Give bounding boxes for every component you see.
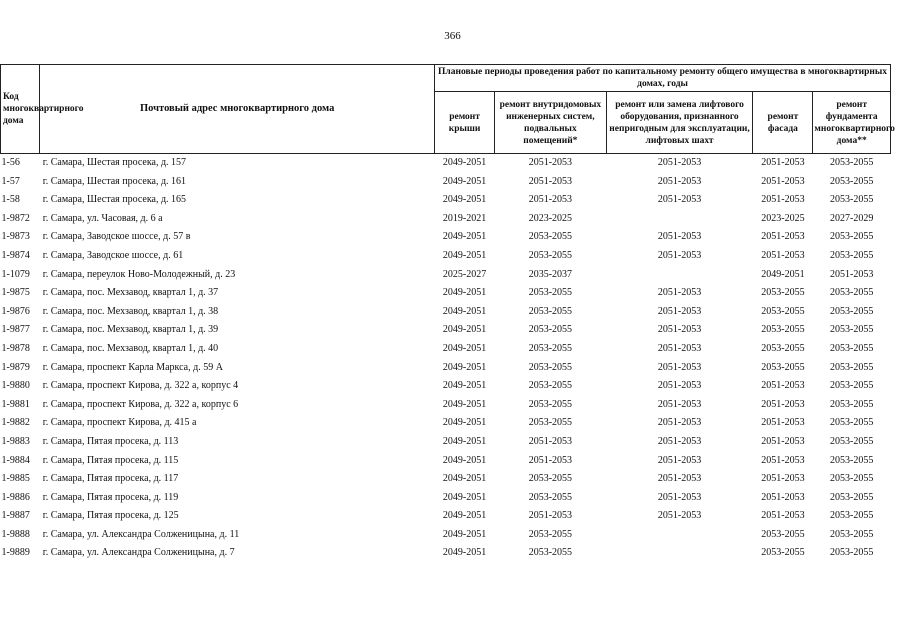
row-systems: 2053-2055 xyxy=(528,231,573,243)
row-systems: 2051-2053 xyxy=(495,154,607,173)
row-facade: 2051-2053 xyxy=(761,231,805,243)
row-address: г. Самара, пос. Мехзавод, квартал 1, д. 39 xyxy=(42,324,219,336)
row-elevator: 2051-2053 xyxy=(657,361,702,373)
row-foundation: 2053-2055 xyxy=(830,305,874,317)
row-code: 1-9875 xyxy=(1,287,30,299)
row-elevator: 2051-2053 xyxy=(657,324,702,336)
row-roof: 2049-2051 xyxy=(442,361,487,373)
row-elevator: 2051-2053 xyxy=(657,491,702,503)
table-row xyxy=(1,321,891,340)
row-facade: 2053-2055 xyxy=(761,361,805,373)
row-roof: 2049-2051 xyxy=(442,380,487,392)
row-systems: 2053-2055 xyxy=(528,287,573,299)
row-address: г. Самара, Заводское шоссе, д. 57 в xyxy=(42,231,191,243)
row-foundation: 2053-2055 xyxy=(830,398,874,410)
row-facade: 2023-2025 xyxy=(761,212,805,224)
header-address: Почтовый адрес многоквартирного дома xyxy=(40,65,435,154)
page-number: 366 xyxy=(444,30,461,42)
row-systems: 2053-2055 xyxy=(528,398,573,410)
row-systems: 2053-2055 xyxy=(528,361,573,373)
row-foundation: 2053-2055 xyxy=(830,380,874,392)
row-systems: 2051-2053 xyxy=(528,510,573,522)
row-address: г. Самара, ул. Часовая, д. 6 а xyxy=(42,212,163,224)
row-facade: 2053-2055 xyxy=(761,528,805,540)
row-code: 1-9882 xyxy=(1,417,30,429)
row-elevator xyxy=(606,210,753,229)
row-foundation: 2053-2055 xyxy=(830,361,874,373)
table-row xyxy=(1,266,891,285)
row-elevator xyxy=(606,526,753,545)
row-systems: 2053-2055 xyxy=(528,324,573,336)
row-systems: 2035-2037 xyxy=(528,268,573,280)
row-systems: 2053-2055 xyxy=(528,305,573,317)
row-address: г. Самара, переулок Ново-Молодежный, д. 23 xyxy=(42,268,236,280)
row-code: 1-9881 xyxy=(1,398,30,410)
row-foundation: 2053-2055 xyxy=(830,417,874,429)
row-systems: 2051-2053 xyxy=(528,194,573,206)
row-code: 1-57 xyxy=(1,175,20,187)
row-systems: 2053-2055 xyxy=(528,491,573,503)
row-facade: 2051-2053 xyxy=(761,175,805,187)
row-roof: 2025-2027 xyxy=(442,268,487,280)
row-elevator: 2051-2053 xyxy=(606,154,753,173)
row-code: 1-9873 xyxy=(1,231,30,243)
row-elevator: 2051-2053 xyxy=(657,287,702,299)
table-row xyxy=(1,284,891,303)
table-row xyxy=(1,247,891,266)
table-row xyxy=(1,414,891,433)
row-systems: 2053-2055 xyxy=(528,342,573,354)
row-elevator: 2051-2053 xyxy=(657,435,702,447)
table-header xyxy=(1,65,895,154)
row-address: г. Самара, проспект Карла Маркса, д. 59 А xyxy=(42,361,223,373)
row-code: 1-9886 xyxy=(1,491,30,503)
row-address: г. Самара, Шестая просека, д. 165 xyxy=(42,194,187,206)
header-roof: ремонт крыши xyxy=(435,92,495,154)
row-foundation: 2053-2055 xyxy=(813,154,891,173)
row-roof: 2049-2051 xyxy=(442,305,487,317)
row-address: г. Самара, Пятая просека, д. 119 xyxy=(42,491,179,503)
header-elevator: ремонт или замена лифтового оборудования, признанного непригодным для эксплуатации, лифтовых шахт xyxy=(606,92,753,154)
row-foundation: 2053-2055 xyxy=(830,287,874,299)
row-elevator: 2051-2053 xyxy=(657,398,702,410)
row-address: г. Самара, ул. Александра Солженицына, д. 11 xyxy=(42,528,240,540)
row-facade: 2051-2053 xyxy=(761,435,805,447)
row-facade: 2051-2053 xyxy=(761,473,805,485)
row-address: г. Самара, Пятая просека, д. 125 xyxy=(42,510,179,522)
row-facade: 2051-2053 xyxy=(753,154,813,173)
row-address: г. Самара, Пятая просека, д. 113 xyxy=(42,435,179,447)
row-elevator: 2051-2053 xyxy=(657,249,702,261)
row-elevator: 2051-2053 xyxy=(657,342,702,354)
repair-schedule-table xyxy=(0,64,895,563)
row-roof: 2049-2051 xyxy=(442,194,487,206)
row-roof: 2049-2051 xyxy=(442,454,487,466)
row-roof: 2049-2051 xyxy=(442,473,487,485)
table-row xyxy=(1,507,891,526)
row-elevator: 2051-2053 xyxy=(657,305,702,317)
row-foundation: 2053-2055 xyxy=(830,175,874,187)
row-foundation: 2053-2055 xyxy=(830,510,874,522)
table-row xyxy=(1,191,891,210)
row-code: 1-1079 xyxy=(1,268,30,280)
header-group: Плановые периоды проведения работ по капитальному ремонту общего имущества в многоквартирных домах, годы xyxy=(435,65,891,92)
row-foundation: 2053-2055 xyxy=(830,454,874,466)
row-roof: 2049-2051 xyxy=(442,417,487,429)
row-address: г. Самара, пос. Мехзавод, квартал 1, д. 37 xyxy=(42,287,219,299)
row-code: 1-9884 xyxy=(1,454,30,466)
row-code: 1-9889 xyxy=(1,547,30,559)
table-row xyxy=(1,377,891,396)
row-address: г. Самара, проспект Кирова, д. 415 а xyxy=(42,417,197,429)
header-systems: ремонт внутридомовых инженерных систем, подвальных помещений* xyxy=(495,92,607,154)
row-foundation: 2053-2055 xyxy=(830,194,874,206)
row-systems: 2051-2053 xyxy=(528,435,573,447)
row-facade: 2053-2055 xyxy=(761,342,805,354)
table-row xyxy=(1,173,891,192)
row-code: 1-9872 xyxy=(1,212,30,224)
row-address: г. Самара, Шестая просека, д. 157 xyxy=(40,154,435,173)
row-roof: 2049-2051 xyxy=(442,249,487,261)
row-code: 1-56 xyxy=(1,154,40,173)
row-foundation: 2053-2055 xyxy=(830,249,874,261)
row-code: 1-9880 xyxy=(1,380,30,392)
row-address: г. Самара, ул. Александра Солженицына, д. 7 xyxy=(42,547,235,559)
table-row xyxy=(1,303,891,322)
row-systems: 2051-2053 xyxy=(528,454,573,466)
row-facade: 2051-2053 xyxy=(761,249,805,261)
row-roof: 2019-2021 xyxy=(442,212,487,224)
row-facade: 2053-2055 xyxy=(761,547,805,559)
header-code: Код многоквартирного дома xyxy=(1,65,40,154)
row-code: 1-9879 xyxy=(1,361,30,373)
row-facade: 2051-2053 xyxy=(761,194,805,206)
row-elevator: 2051-2053 xyxy=(657,473,702,485)
row-elevator: 2051-2053 xyxy=(657,380,702,392)
row-systems: 2053-2055 xyxy=(528,547,573,559)
table-row xyxy=(1,210,891,229)
header-facade: ремонт фасада xyxy=(753,92,813,154)
row-address: г. Самара, Пятая просека, д. 117 xyxy=(42,473,179,485)
row-code: 1-58 xyxy=(1,194,20,206)
row-elevator: 2051-2053 xyxy=(657,454,702,466)
row-roof: 2049-2051 xyxy=(442,491,487,503)
row-facade: 2051-2053 xyxy=(761,510,805,522)
row-address: г. Самара, Шестая просека, д. 161 xyxy=(42,175,187,187)
row-foundation: 2053-2055 xyxy=(830,342,874,354)
row-roof: 2049-2051 xyxy=(442,510,487,522)
row-systems: 2051-2053 xyxy=(528,175,573,187)
row-roof: 2049-2051 xyxy=(442,175,487,187)
table-row xyxy=(1,340,891,359)
row-systems: 2053-2055 xyxy=(528,473,573,485)
row-facade: 2053-2055 xyxy=(761,324,805,336)
row-systems: 2023-2025 xyxy=(528,212,573,224)
row-roof: 2049-2051 xyxy=(442,342,487,354)
row-address: г. Самара, Пятая просека, д. 115 xyxy=(42,454,179,466)
table-row xyxy=(1,489,891,508)
row-code: 1-9888 xyxy=(1,528,30,540)
row-facade: 2051-2053 xyxy=(761,380,805,392)
row-foundation: 2051-2053 xyxy=(830,268,874,280)
row-roof: 2049-2051 xyxy=(442,528,487,540)
row-foundation: 2053-2055 xyxy=(830,324,874,336)
row-roof: 2049-2051 xyxy=(442,398,487,410)
row-code: 1-9876 xyxy=(1,305,30,317)
table-body xyxy=(1,154,891,564)
row-systems: 2053-2055 xyxy=(528,249,573,261)
row-roof: 2049-2051 xyxy=(442,287,487,299)
row-facade: 2053-2055 xyxy=(761,305,805,317)
row-elevator: 2051-2053 xyxy=(657,231,702,243)
row-roof: 2049-2051 xyxy=(435,154,495,173)
row-code: 1-9874 xyxy=(1,249,30,261)
row-code: 1-9877 xyxy=(1,324,30,336)
table-row xyxy=(1,470,891,489)
row-systems: 2053-2055 xyxy=(528,380,573,392)
row-facade: 2051-2053 xyxy=(761,417,805,429)
table-row xyxy=(1,396,891,415)
row-code: 1-9878 xyxy=(1,342,30,354)
row-facade: 2051-2053 xyxy=(761,491,805,503)
row-facade: 2051-2053 xyxy=(761,398,805,410)
row-roof: 2049-2051 xyxy=(442,324,487,336)
header-foundation: ремонт фундамента многоквартирного дома** xyxy=(813,92,891,154)
table-row xyxy=(1,228,891,247)
row-systems: 2053-2055 xyxy=(528,528,573,540)
row-address: г. Самара, проспект Кирова, д. 322 а, корпус 6 xyxy=(42,398,239,410)
row-address: г. Самара, Заводское шоссе, д. 61 xyxy=(42,249,184,261)
row-elevator xyxy=(606,544,753,563)
row-address: г. Самара, проспект Кирова, д. 322 а, корпус 4 xyxy=(42,380,239,392)
row-roof: 2049-2051 xyxy=(442,435,487,447)
table-row xyxy=(1,433,891,452)
row-facade: 2053-2055 xyxy=(761,287,805,299)
row-elevator: 2051-2053 xyxy=(657,510,702,522)
table-row xyxy=(1,526,891,545)
row-foundation: 2027-2029 xyxy=(830,212,874,224)
row-elevator: 2051-2053 xyxy=(657,417,702,429)
row-elevator: 2051-2053 xyxy=(657,194,702,206)
row-code: 1-9887 xyxy=(1,510,30,522)
table-row xyxy=(1,452,891,471)
row-code: 1-9885 xyxy=(1,473,30,485)
row-address: г. Самара, пос. Мехзавод, квартал 1, д. 40 xyxy=(42,342,219,354)
row-foundation: 2053-2055 xyxy=(830,473,874,485)
row-systems: 2053-2055 xyxy=(528,417,573,429)
row-elevator: 2051-2053 xyxy=(657,175,702,187)
row-foundation: 2053-2055 xyxy=(830,547,874,559)
row-foundation: 2053-2055 xyxy=(830,528,874,540)
row-elevator xyxy=(606,266,753,285)
row-code: 1-9883 xyxy=(1,435,30,447)
row-foundation: 2053-2055 xyxy=(830,435,874,447)
table-row xyxy=(1,359,891,378)
row-facade: 2049-2051 xyxy=(761,268,805,280)
row-address: г. Самара, пос. Мехзавод, квартал 1, д. 38 xyxy=(42,305,219,317)
table-row xyxy=(1,544,891,563)
table-row xyxy=(1,154,891,173)
row-roof: 2049-2051 xyxy=(442,231,487,243)
row-facade: 2051-2053 xyxy=(761,454,805,466)
row-foundation: 2053-2055 xyxy=(830,491,874,503)
row-foundation: 2053-2055 xyxy=(830,231,874,243)
row-roof: 2049-2051 xyxy=(442,547,487,559)
